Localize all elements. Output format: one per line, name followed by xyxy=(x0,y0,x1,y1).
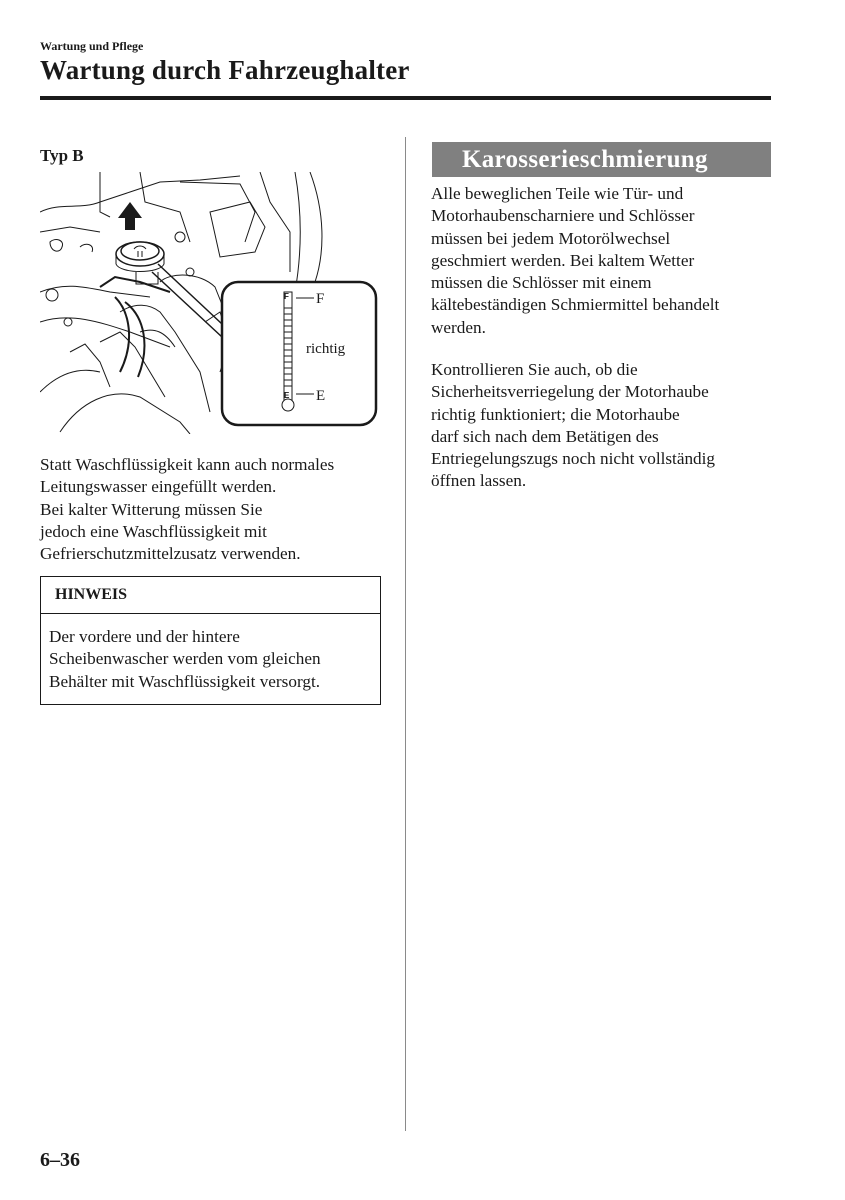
washer-reservoir-illustration xyxy=(40,172,385,434)
text-line: Bei kalter Witterung müssen Sie xyxy=(40,499,263,519)
text-line: jedoch eine Waschflüssigkeit mit xyxy=(40,521,267,541)
text-line: darf sich nach dem Betätigen des xyxy=(431,426,659,446)
correct-level-label: richtig xyxy=(306,341,346,357)
note-heading: HINWEIS xyxy=(41,577,380,614)
text-line: geschmiert werden. Bei kaltem Wetter xyxy=(431,250,695,270)
text-line: Scheibenwascher werden vom gleichen xyxy=(49,649,321,669)
note-body xyxy=(41,614,380,693)
text-line: kältebeständigen Schmiermittel behandelt xyxy=(431,295,720,315)
note-box xyxy=(40,576,381,705)
text-line: Entriegelungszugs noch nicht vollständig xyxy=(431,449,716,469)
text-line: Statt Waschflüssigkeit kann auch normales xyxy=(40,455,335,474)
empty-label: E xyxy=(316,388,326,404)
gauge-empty-mark: E xyxy=(284,391,290,400)
text-line: Kontrollieren Sie auch, ob die xyxy=(431,360,638,379)
dipstick-callout-box xyxy=(222,282,376,425)
text-line: Der vordere und der hintere xyxy=(49,627,240,646)
title-rule xyxy=(40,96,771,100)
lubrication-paragraph xyxy=(431,183,776,339)
text-line: Motorhaubenscharniere und Schlösser xyxy=(431,206,695,226)
text-line: müssen bei jedem Motorölwechsel xyxy=(431,228,671,248)
text-line: richtig funktioniert; die Motorhaube xyxy=(431,404,680,424)
section-heading: Karosserieschmierung xyxy=(462,146,708,173)
section-label: Wartung und Pflege xyxy=(40,39,144,53)
column-divider xyxy=(405,137,406,1131)
text-line: Behälter mit Waschflüssigkeit versorgt. xyxy=(49,671,321,691)
full-label: F xyxy=(316,291,325,307)
text-line: Gefrierschutzmittelzusatz verwenden. xyxy=(40,544,301,564)
section-heading-bar xyxy=(432,142,771,177)
text-line: öffnen lassen. xyxy=(431,471,527,491)
gauge-full-mark: F xyxy=(284,292,289,301)
text-line: Leitungswasser eingefüllt werden. xyxy=(40,477,277,497)
page-number: 6–36 xyxy=(40,1149,80,1171)
type-label: Typ B xyxy=(40,146,84,165)
washer-fluid-paragraph xyxy=(40,454,390,565)
hood-latch-paragraph xyxy=(431,359,776,493)
text-line: müssen die Schlösser mit einem xyxy=(431,273,652,293)
text-line: Alle beweglichen Teile wie Tür- und xyxy=(431,184,684,203)
page-title: Wartung durch Fahrzeughalter xyxy=(40,55,410,85)
text-line: Sicherheitsverriegelung der Motorhaube xyxy=(431,382,709,402)
text-line: werden. xyxy=(431,317,486,337)
arrow-up-icon xyxy=(118,202,142,230)
